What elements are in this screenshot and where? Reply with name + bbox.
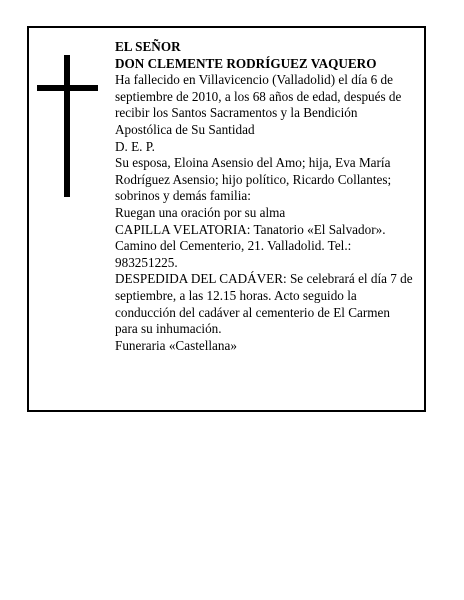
prayer-request: Ruegan una oración por su alma	[115, 204, 286, 220]
obituary-text	[115, 39, 415, 354]
farewell-info: DESPEDIDA DEL CADÁVER: Se celebrará el día 7 de septiembre, a las 12.15 horas. Acto seguido la conducción del cadáver al cementerio de El Carmen para su inhumación.	[115, 271, 413, 337]
death-announcement: Ha fallecido en Villavicencio (Valladolid) el día 6 de septiembre de 2010, a los 68 años de edad, después de recibir los Santos Sacramentos y la Bendición Apostólica de Su Santidad	[115, 72, 402, 137]
rest-in-peace: D. E. P.	[115, 138, 155, 154]
title-line-1: EL SEÑOR	[115, 39, 181, 54]
cross-icon	[37, 55, 98, 197]
funeral-home: Funeraria «Castellana»	[115, 337, 237, 353]
family-members: Su esposa, Eloina Asensio del Amo; hija, Eva María Rodríguez Asensio; hijo político, Ricardo Collantes; sobrinos y demás familia:	[115, 155, 392, 204]
chapel-info: CAPILLA VELATORIA: Tanatorio «El Salvador». Camino del Cementerio, 21. Valladolid. Tel.: 983251225.	[115, 221, 386, 270]
cross-upright	[64, 55, 70, 197]
deceased-name: DON CLEMENTE RODRÍGUEZ VAQUERO	[115, 55, 377, 71]
cross-beam	[37, 85, 98, 91]
